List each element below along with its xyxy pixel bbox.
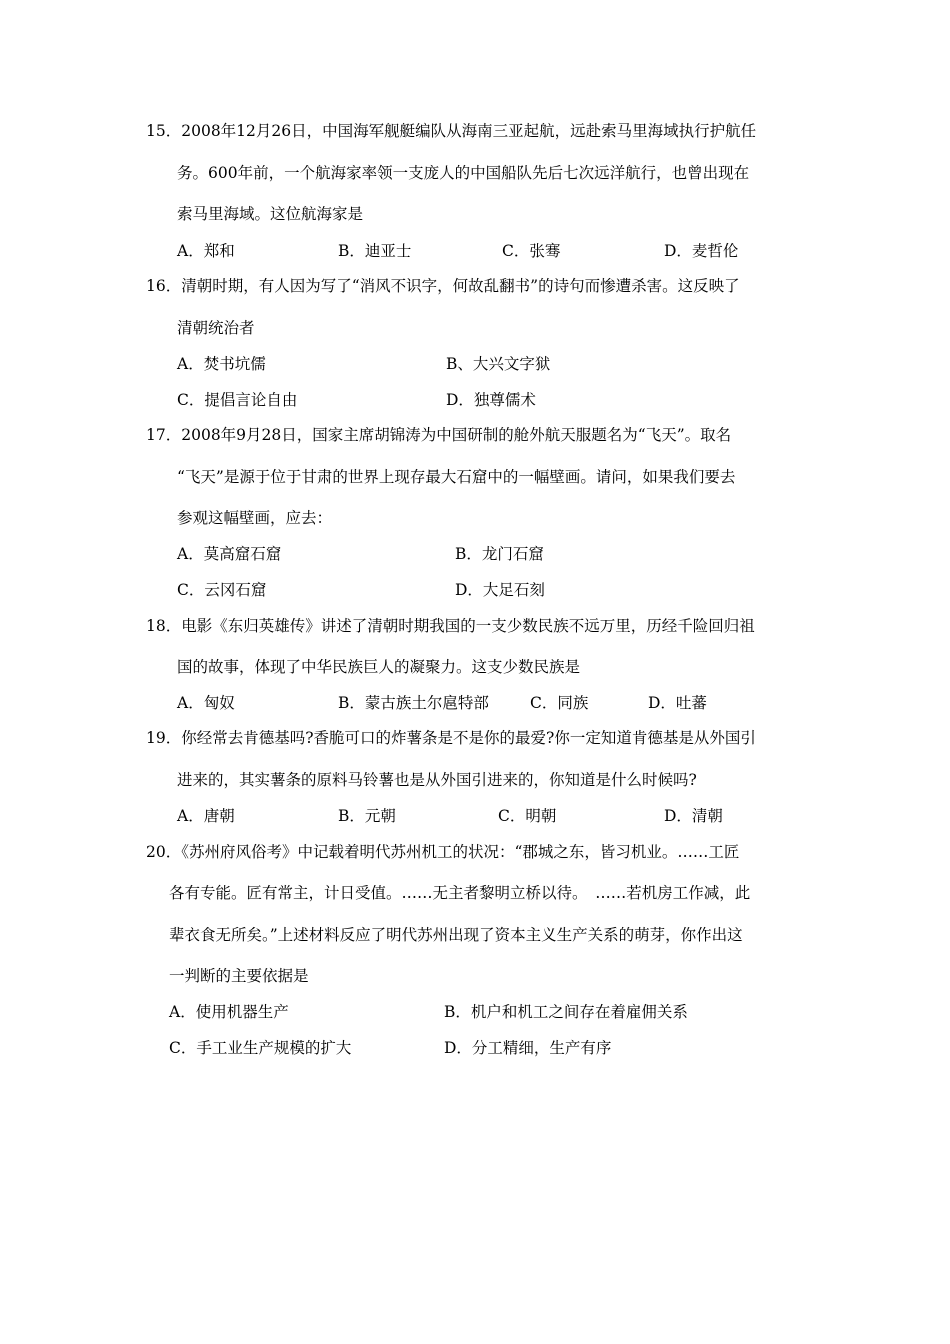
question-20-option-d: D．分工精细，生产有序 [444,1039,612,1057]
question-15-option-c: C．张骞 [502,242,561,260]
question-20-option-a: A．使用机器生产 [169,1003,289,1021]
question-16-option-d: D．独尊儒术 [446,391,536,409]
question-17-line-2: “飞天”是源于位于甘肃的世界上现存最大石窟中的一幅壁画。请问，如果我们要去 [177,468,736,486]
question-19-option-c: C．明朝 [498,807,557,825]
question-17-option-a: A．莫高窟石窟 [177,545,282,563]
question-20-option-c: C．手工业生产规模的扩大 [169,1039,352,1057]
question-19-option-b: B．元朝 [338,807,396,825]
question-15-line-1: 15．2008年12月26日，中国海军舰艇编队从海南三亚起航，远赴索马里海域执行护航任 [146,122,757,140]
question-20-line-2: 各有专能。匠有常主，计日受值。……无主者黎明立桥以待。 ……若机房工作减，此 [169,884,751,902]
question-19-option-d: D．清朝 [664,807,723,825]
question-19-option-a: A．唐朝 [177,807,235,825]
question-19-line-1: 19．你经常去肯德基吗?香脆可口的炸薯条是不是你的最爱?你一定知道肯德基是从外国引 [146,729,756,747]
question-18-option-d: D．吐蕃 [648,694,707,712]
question-15-option-a: A．郑和 [177,242,235,260]
question-15-line-3: 索马里海域。这位航海家是 [177,205,364,223]
question-20-line-4: 一判断的主要依据是 [169,967,309,985]
question-19-line-2: 进来的，其实薯条的原料马铃薯也是从外国引进来的，你知道是什么时候吗? [177,771,697,789]
question-17-line-1: 17．2008年9月28日，国家主席胡锦涛为中国研制的舱外航天服题名为“飞天”。取名 [146,426,732,444]
question-20-line-3: 辈衣食无所矣。”上述材料反应了明代苏州出现了资本主义生产关系的萌芽，你作出这 [169,926,743,944]
question-18-option-c: C．同族 [530,694,589,712]
question-18-line-2: 国的故事，体现了中华民族巨人的凝聚力。这支少数民族是 [177,658,581,676]
question-18-option-a: A．匈奴 [177,694,235,712]
question-17-option-d: D．大足石刻 [455,581,545,599]
question-16-line-1: 16．清朝时期，有人因为写了“消风不识字，何故乱翻书”的诗句而惨遭杀害。这反映了 [146,277,740,295]
question-15-option-d: D．麦哲伦 [664,242,739,260]
question-15-option-b: B．迪亚士 [338,242,412,260]
question-15-line-2: 务。600年前，一个航海家率领一支庞人的中国船队先后七次远洋航行，也曾出现在 [177,164,750,182]
question-20-line-1: 20．《苏州府风俗考》中记载着明代苏州机工的状况：“郡城之东，皆习机业。……工匠 [146,843,740,861]
question-16-option-c: C．提倡言论自由 [177,391,298,409]
question-18-line-1: 18．电影《东归英雄传》讲述了清朝时期我国的一支少数民族不远万里，历经千险回归祖 [146,617,755,635]
question-17-option-b: B．龙门石窟 [455,545,544,563]
question-16-option-b: B、大兴文字狱 [446,355,551,373]
question-17-option-c: C．云冈石窟 [177,581,267,599]
question-16-line-2: 清朝统治者 [177,319,255,337]
question-20-option-b: B．机户和机工之间存在着雇佣关系 [444,1003,688,1021]
question-18-option-b: B．蒙古族土尔扈特部 [338,694,489,712]
question-16-option-a: A．焚书坑儒 [177,355,266,373]
question-17-line-3: 参观这幅壁画，应去： [177,509,333,527]
